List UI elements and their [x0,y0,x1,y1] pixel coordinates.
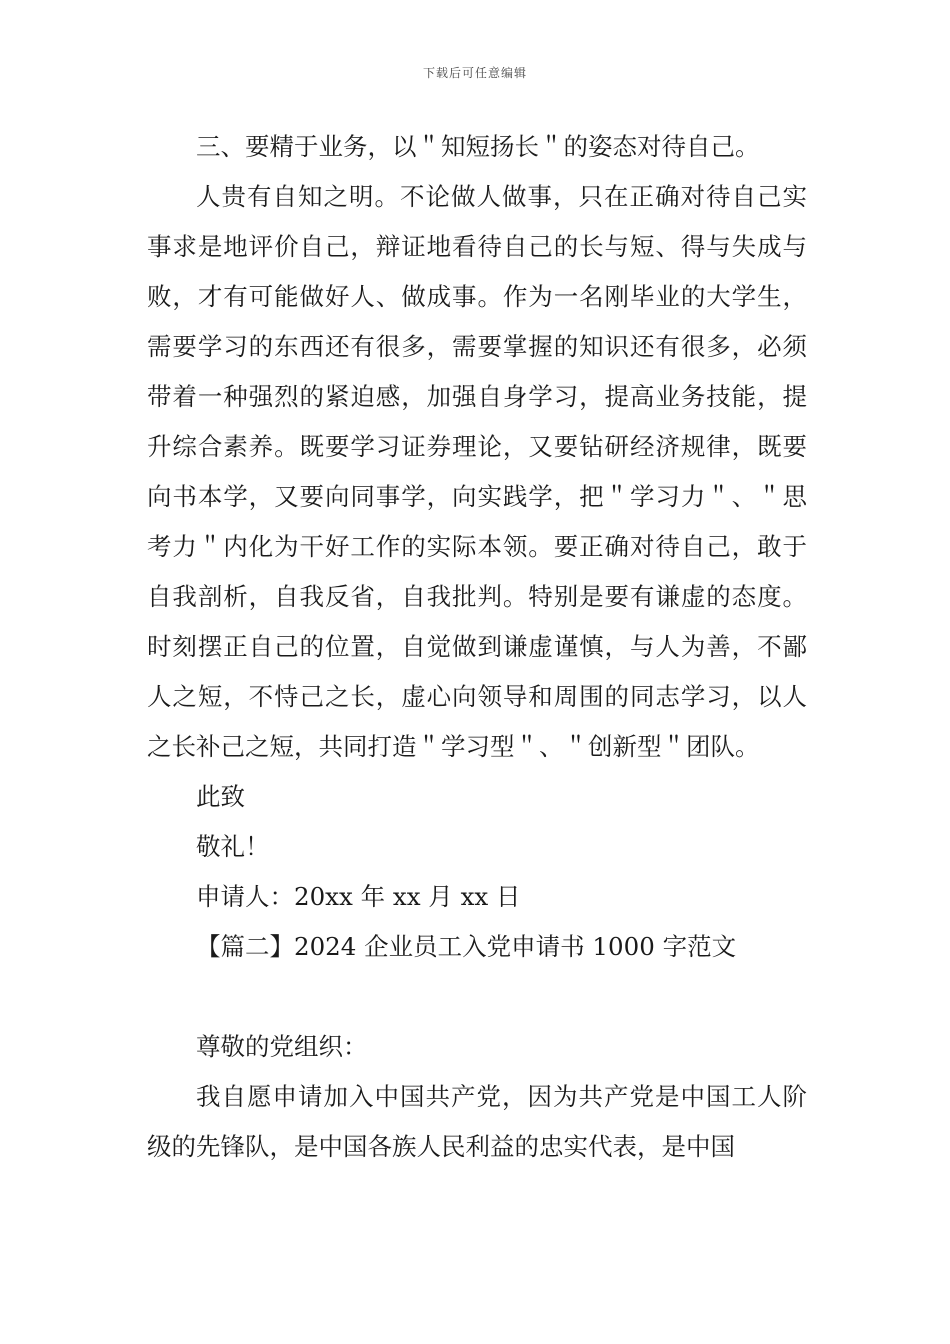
section-title: 【篇二】2024 企业员工入党申请书 1000 字范文 [196,932,737,961]
closing-line: 敬礼！ [196,832,270,861]
salutation: 尊敬的党组织： [196,1032,368,1061]
blank-line [147,972,807,1022]
document-body [147,122,807,1172]
body-paragraph: 人贵有自知之明。不论做人做事，只在正确对待自己实事求是地评价自己，辩证地看待自己的长与短、得与失成与败，才有可能做好人、做成事。作为一名刚毕业的大学生，需要学习的东西还有很多，需要掌握的知识还有很多，必须带着一种强烈的紧迫感，加强自身学习，提高业务技能，提升综合素养。既要学习证券理论，又要钻研经济规律，既要向书本学，又要向同事学，向实践学，把＂学习力＂、＂思考力＂内化为干好工作的实际本领。要正确对待自己，敢于自我剖析，自我反省，自我批判。特别是要有谦虚的态度。时刻摆正自己的位置，自觉做到谦虚谨慎，与人为善，不鄙人之短，不恃己之长，虚心向领导和周围的同志学习，以人之长补己之短，共同打造＂学习型＂、＂创新型＂团队。 [147,182,807,761]
section-heading: 三、要精于业务，以＂知短扬长＂的姿态对待自己。 [196,132,760,161]
signature-line: 申请人：20xx 年 xx 月 xx 日 [196,882,521,911]
page-header-note: 下载后可任意编辑 [422,66,527,80]
body-paragraph: 我自愿申请加入中国共产党，因为共产党是中国工人阶级的先锋队，是中国各族人民利益的忠实代表，是中国 [147,1082,807,1161]
closing-line: 此致 [196,782,245,811]
